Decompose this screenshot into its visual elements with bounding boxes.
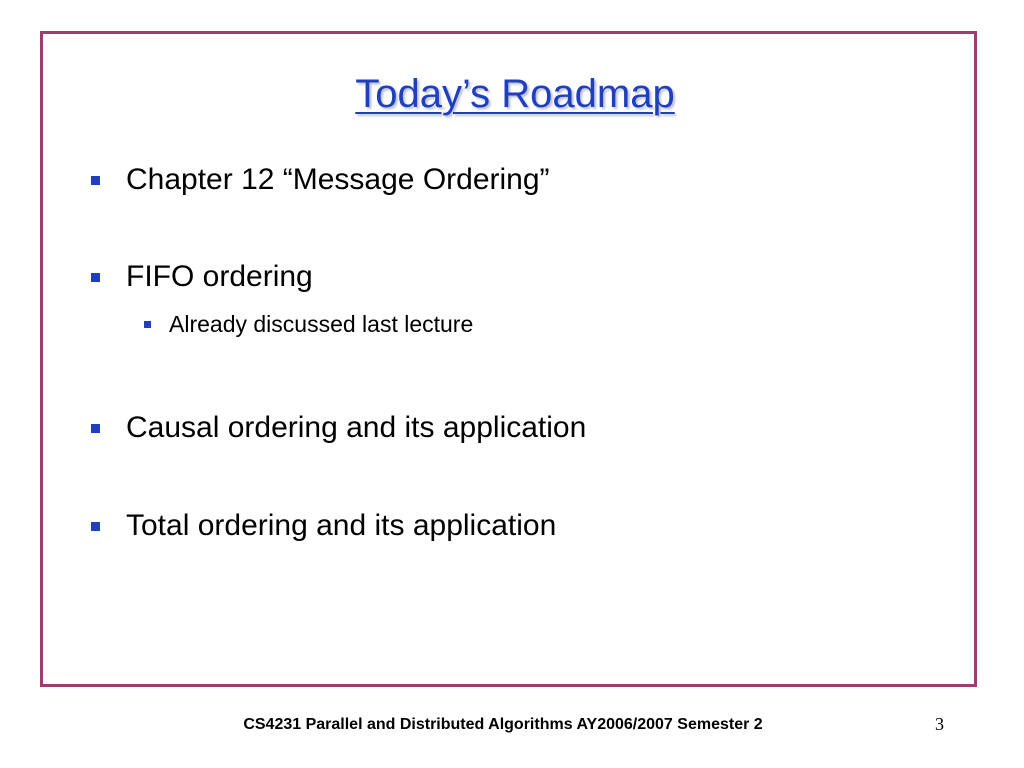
square-bullet-icon xyxy=(91,273,100,282)
sub-bullet-item xyxy=(144,311,473,338)
square-bullet-icon xyxy=(91,424,100,433)
sub-bullet-text: Already discussed last lecture xyxy=(169,311,474,337)
slide-frame xyxy=(40,31,977,687)
bullet-item xyxy=(91,163,550,197)
bullet-text: FIFO ordering xyxy=(126,260,313,293)
slide-title: Today’s Roadmap xyxy=(355,72,675,116)
square-bullet-icon xyxy=(91,522,100,531)
slide-footer: CS4231 Parallel and Distributed Algorithms AY2006/2007 Semester 2 xyxy=(243,716,763,733)
bullet-text: Total ordering and its application xyxy=(126,509,557,542)
square-bullet-icon xyxy=(91,176,100,185)
square-bullet-icon xyxy=(144,321,151,328)
bullet-item xyxy=(91,260,313,294)
page-number: 3 xyxy=(935,714,944,734)
bullet-text: Chapter 12 “Message Ordering” xyxy=(126,163,550,196)
bullet-item xyxy=(91,411,586,445)
bullet-text: Causal ordering and its application xyxy=(126,411,587,444)
bullet-item xyxy=(91,509,556,543)
